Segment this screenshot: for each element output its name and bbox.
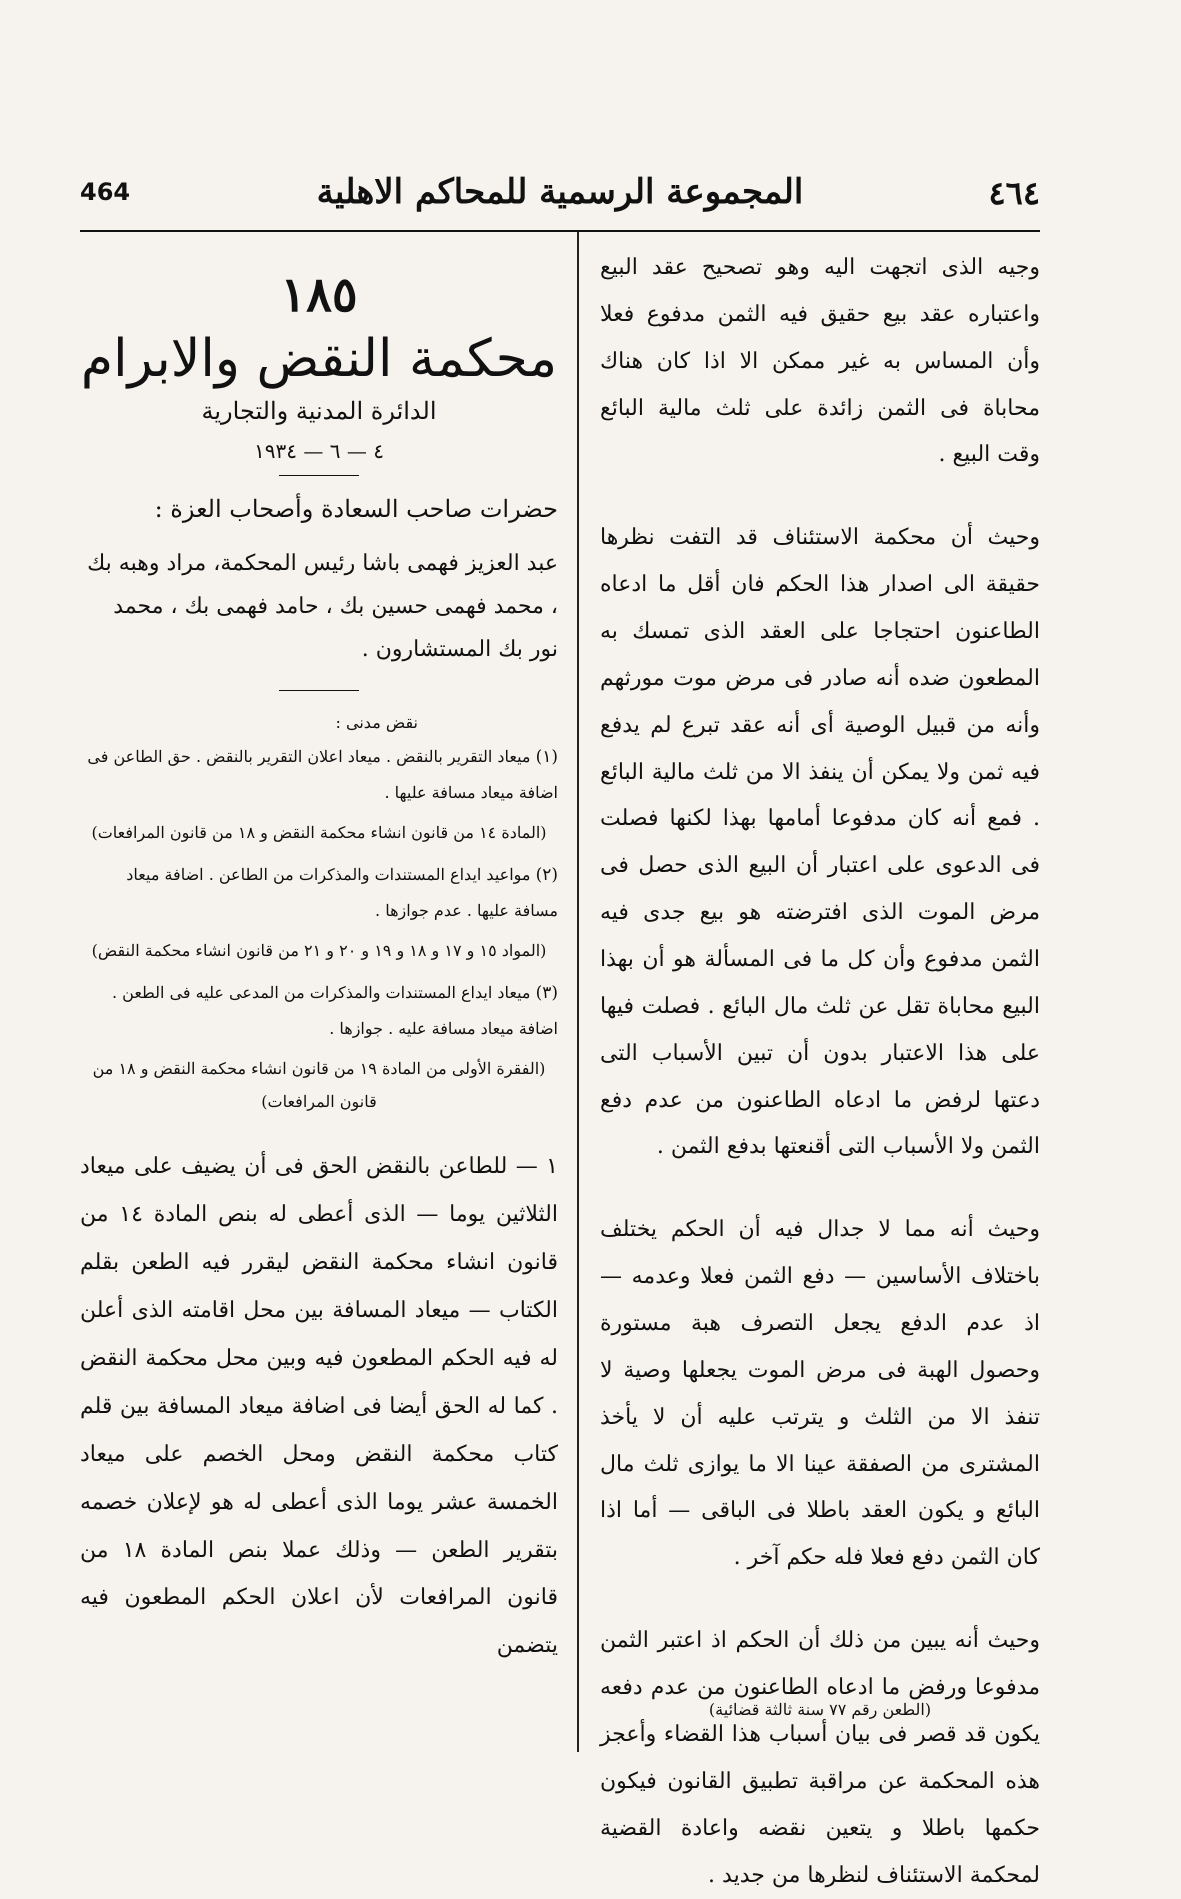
headnote-point bbox=[80, 740, 558, 809]
headnote-point bbox=[80, 858, 558, 927]
judges-list: عبد العزيز فهمى باشا رئيس المحكمة، مراد وهبه بك ، محمد فهمى حسين بك ، حامد فهمى بك ، محمد نور بك المستشارون . bbox=[87, 551, 558, 662]
column-divider bbox=[577, 232, 579, 1752]
running-header bbox=[80, 172, 1040, 218]
point-text: ميعاد التقرير بالنقض . ميعاد اعلان التقرير بالنقض . حق الطاعن فى اضافة ميعاد مسافة عليها . bbox=[87, 746, 558, 802]
judgment-date: ٤ — ٦ — ١٩٣٤ bbox=[254, 439, 384, 463]
bench-heading: حضرات صاحب السعادة وأصحاب العزة : bbox=[154, 495, 558, 523]
point-number: (٢) bbox=[535, 864, 558, 885]
judgment-paragraph: وجيه الذى اتجهت اليه وهو تصحيح عقد البيع واعتباره عقد بيع حقيق فيه الثمن مدفوع فعلا وأن المساس به غير ممكن الا اذا كان هناك محاباة فى الثمن زائدة على ثلث مالية البائع وقت البيع . bbox=[600, 255, 1040, 468]
appeal-reference: (الطعن رقم ٧٧ سنة ثالثة قضائية) bbox=[708, 1700, 932, 1719]
judgment-paragraph: وحيث أن محكمة الاستئناف قد التفت نظرها حقيقة الى اصدار هذا الحكم فان أقل ما ادعاه الطاعنون احتجاجا على العقد الذى تمسك به المطعون ضده أنه صادر فى مرض موت مورثهم وأنه من قبيل الوصية أى أنه عقد تبرع لم يدفع فيه ثمن ولا يمكن أن ينفذ الا من ثلث مالية البائع . فمع أنه كان مدفوعا أمامها بهذا لكنها فصلت فى الدعوى على اعتبار أن البيع الذى حصل فى مرض الموت الذى افترضته هو بيع جدى فيه الثمن مدفوع وأن كل ما فى المسألة هو أن بهذا البيع محاباة تقل عن ثلث مال البائع . فصلت فيها على هذا الاعتبار بدون أن تبين الأسباب التى دعتها لرفض ما ادعاه الطاعنون من عدم دفع الثمن ولا الأسباب التى أقنعتها بدفع الثمن . bbox=[600, 525, 1040, 1160]
short-divider bbox=[279, 475, 359, 476]
page-number-arabic: ٤٦٤ bbox=[988, 174, 1040, 212]
judgment-paragraph: وحيث أنه مما لا جدال فيه أن الحكم يختلف باختلاف الأساسين — دفع الثمن فعلا وعدمه — اذ عدم الدفع يجعل التصرف هبة مستورة وحصول الهبة فى مرض الموت يجعلها وصية لا تنفذ الا من الثلث و يترتب عليه أن لا يأخذ المشترى من الصفقة عينا الا ما يوازى ثلث مال البائع و يكون العقد باطلا فى الباقى — أما اذا كان الثمن دفع فعلا فله حكم آخر . bbox=[600, 1217, 1040, 1571]
statute-citation: (المادة ١٤ من قانون انشاء محكمة النقض و ١٨ من قانون المرافعات) bbox=[91, 823, 547, 843]
short-divider bbox=[279, 690, 359, 691]
circuit-name: الدائرة المدنية والتجارية bbox=[201, 397, 437, 425]
right-column bbox=[600, 245, 1040, 1899]
case-type-label: نقض مدنى : bbox=[335, 712, 418, 732]
point-text: مواعيد ايداع المستندات والمذكرات من الطاعن . اضافة ميعاد مسافة عليها . عدم جوازها . bbox=[126, 864, 558, 920]
court-name: محكمة النقض والابرام bbox=[80, 329, 558, 389]
statute-citation: (الفقرة الأولى من المادة ١٩ من قانون انشاء محكمة النقض و ١٨ من قانون المرافعات) bbox=[92, 1059, 546, 1112]
point-number: (١) bbox=[535, 746, 558, 767]
point-text: ميعاد ايداع المستندات والمذكرات من المدعى عليه فى الطعن . اضافة ميعاد مسافة عليه . جوازها . bbox=[111, 983, 558, 1038]
judgment-paragraph: وحيث أنه يبين من ذلك أن الحكم اذ اعتبر الثمن مدفوعا ورفض ما ادعاه الطاعنون من عدم دفعه يكون قد قصر فى بيان أسباب هذا القضاء وأعجز هذه المحكمة عن مراقبة تطبيق القانون فيكون حكمها باطلا و يتعين نقضه واعادة القضية لمحكمة الاستئناف لنظرها من جديد . bbox=[600, 1628, 1040, 1888]
left-column bbox=[80, 245, 558, 1670]
point-number: (٣) bbox=[535, 983, 558, 1004]
principle-text: ١ — للطاعن بالنقض الحق فى أن يضيف على ميعاد الثلاثين يوما — الذى أعطى له بنص المادة ١٤ من قانون انشاء محكمة النقض ليقرر فيه الطعن بقلم الكتاب — ميعاد المسافة بين محل اقامته الذى أعلن له فيه الحكم المطعون فيه وبين محل محكمة النقض . كما له الحق أيضا فى اضافة ميعاد المسافة بين قلم كتاب محكمة النقض ومحل الخصم على ميعاد الخمسة عشر يوما الذى أعطى له هو لإعلان خصمه بتقرير الطعن — وذلك عملا بنص المادة ١٨ من قانون المرافعات لأن اعلان الحكم المطعون فيه يتضمن bbox=[80, 1153, 558, 1659]
header-rule bbox=[80, 230, 1040, 232]
headnote-point bbox=[80, 976, 558, 1045]
statute-citation: (المواد ١٥ و ١٧ و ١٨ و ١٩ و ٢٠ و ٢١ من قانون انشاء محكمة النقض) bbox=[91, 941, 547, 961]
journal-title: المجموعة الرسمية للمحاكم الاهلية bbox=[316, 172, 804, 212]
page-number-latin: 464 bbox=[80, 178, 131, 206]
case-number: ١٨٥ bbox=[280, 267, 358, 323]
